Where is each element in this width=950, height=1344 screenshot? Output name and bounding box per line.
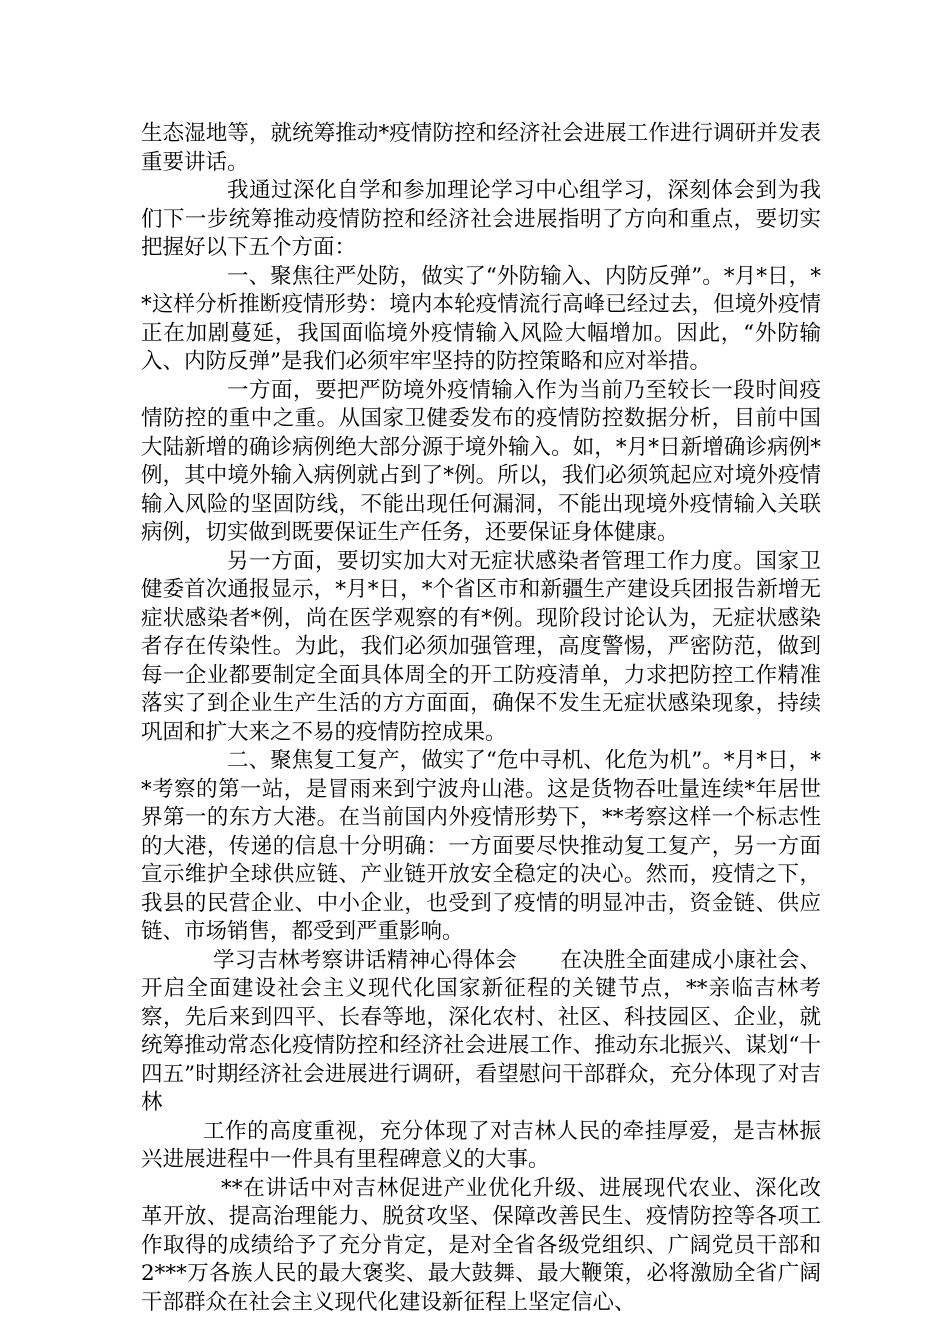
paragraph-1: 生态湿地等，就统筹推动*疫情防控和经济社会进展工作进行调研并发表重要讲话。 xyxy=(141,121,821,175)
document-body xyxy=(141,120,821,1317)
paragraph-7: 学习吉林考察讲话精神心得体会 在决胜全面建成小康社会、开启全面建设社会主义现代化国家新征程的关键节点，**亲临吉林考察，先后来到四平、长春等地，深化农村、社区、科技园区、企业，就统筹推动常态化疫情防控和经济社会进展工作、推动东北振兴、谋划“十四五”时期经济社会进展进行调研，看望慰问干部群众，充分体现了对吉林 xyxy=(141,947,821,1115)
paragraph-6: 二、聚焦复工复产，做实了“危中寻机、化危为机”。*月*日，**考察的第一站，是冒雨来到宁波舟山港。这是货物吞吐量连续*年居世界第一的东方大港。在当前国内外疫情形势下，**考察这样一个标志性的大港，传递的信息十分明确：一方面要尽快推动复工复产，另一方面宣示维护全球供应链、产业链开放安全稳定的决心。然而，疫情之下，我县的民营企业、中小企业，也受到了疫情的明显冲击，资金链、供应链、市场销售，都受到严重影响。 xyxy=(141,748,821,944)
paragraph-4: 一方面，要把严防境外疫情输入作为当前乃至较长一段时间疫情防控的重中之重。从国家卫健委发布的疫情防控数据分析，目前中国大陆新增的确诊病例绝大部分源于境外输入。如，*月*日新增确诊病例*例，其中境外输入病例就占到了*例。所以，我们必须筑起应对境外疫情输入风险的坚固防线，不能出现任何漏洞，不能出现境外疫情输入关联病例，切实做到既要保证生产任务，还要保证身体健康。 xyxy=(141,377,821,545)
paragraph-9: **在讲话中对吉林促进产业优化升级、进展现代农业、深化改革开放、提高治理能力、脱贫攻坚、保障改善民生、疫情防控等各项工作取得的成绩给予了充分肯定，是对全省各级党组织、广阔党员干部和 2***万各族人民的最大褒奖、最大鼓舞、最大鞭策，必将激励全省广阔干部群众在社会主义现代化建设新征程上坚定信心、 xyxy=(141,1175,821,1315)
paragraph-8: 工作的高度重视，充分体现了对吉林人民的牵挂厚爱，是吉林振兴进展进程中一件具有里程碑意义的大事。 xyxy=(141,1118,821,1172)
paragraph-5: 另一方面，要切实加大对无症状感染者管理工作力度。国家卫健委首次通报显示，*月*日，*个省区市和新疆生产建设兵团报告新增无症状感染者*例，尚在医学观察的有*例。现阶段讨论认为，无症状感染者存在传染性。为此，我们必须加强管理，高度警惕，严密防范，做到每一企业都要制定全面具体周全的开工防疫清单，力求把防控工作精准落实了到企业生产生活的方方面面，确保不发生无症状感染现象，持续巩固和扩大来之不易的疫情防控成果。 xyxy=(141,548,821,745)
paragraph-2: 我通过深化自学和参加理论学习中心组学习，深刻体会到为我们下一步统筹推动疫情防控和经济社会进展指明了方向和重点，要切实把握好以下五个方面： xyxy=(141,178,821,260)
paragraph-3: 一、聚焦往严处防，做实了“外防输入、内防反弹”。*月*日，**这样分析推断疫情形势：境内本轮疫情流行高峰已经过去，但境外疫情正在加剧蔓延，我国面临境外疫情输入风险大幅增加。因此，“外防输入、内防反弹”是我们必须牢牢坚持的防控策略和应对举措。 xyxy=(141,263,821,374)
